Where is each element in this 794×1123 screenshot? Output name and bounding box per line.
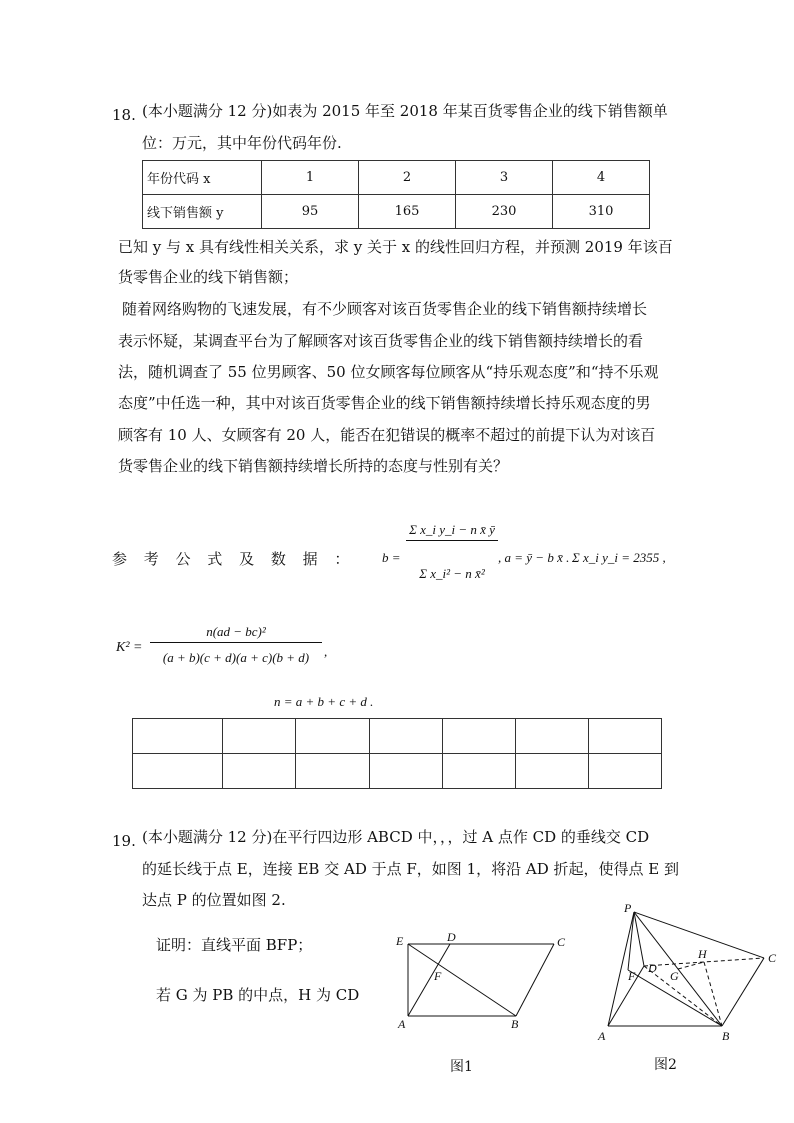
q18-para2-line4: 态度”中任选一种，其中对该百货零售企业的线下销售额持续增长持乐观态度的男	[118, 394, 651, 412]
formula-k2-comma: ,	[324, 644, 328, 659]
q18-data-table	[142, 160, 650, 229]
table-cell: 165	[359, 195, 456, 229]
q18-para1-line1: 已知 y 与 x 具有线性相关关系，求 y 关于 x 的线性回归方程，并预测 2019 年该百	[118, 238, 673, 256]
label-d: D	[447, 930, 456, 944]
table-cell	[133, 754, 223, 789]
q19-line1: (本小题满分 12 分)在平行四边形 ABCD 中，，，过 A 点作 CD 的垂线交 CD	[142, 828, 650, 846]
formula-sum: Σ x_i y_i = 2355 ,	[572, 550, 666, 565]
table-cell: 1	[262, 161, 359, 195]
q18-para1-line2: 货零售企业的线下销售额；	[118, 268, 299, 286]
table-cell: 310	[553, 195, 650, 229]
label-c: C	[768, 951, 777, 965]
label-f: F	[628, 969, 636, 983]
table-cell	[369, 754, 442, 789]
table-cell	[296, 719, 369, 754]
label-a: A	[398, 1017, 406, 1031]
formula-n: n = a + b + c + d .	[274, 694, 374, 709]
q18-block	[112, 100, 136, 130]
table-cell: 2	[359, 161, 456, 195]
table-cell	[223, 719, 296, 754]
q18-line2: 位：万元，其中年份代码年份.	[142, 134, 342, 152]
table-cell	[133, 719, 223, 754]
table-cell	[223, 754, 296, 789]
table-cell	[442, 719, 515, 754]
label-g: G	[670, 969, 679, 983]
edge-eb	[408, 944, 516, 1016]
edge-bc	[516, 944, 554, 1016]
edge-pf	[628, 912, 634, 970]
formula-k2-denominator: (a + b)(c + d)(a + c)(b + d)	[162, 650, 310, 665]
label-b: B	[511, 1017, 519, 1031]
figure-2-caption: 图2	[654, 1057, 677, 1073]
figure-1-caption: 图1	[450, 1059, 473, 1075]
formula-b-numerator: Σ x_i y_i − n x̄ ȳ	[406, 522, 498, 541]
label-d: D	[648, 961, 657, 975]
q19-line3: 达点 P 的位置如图 2.	[142, 891, 286, 909]
table-cell	[296, 754, 369, 789]
q18-para2-line6: 货零售企业的线下销售额持续增长所持的态度与性别有关？	[118, 457, 509, 475]
edge-bc	[722, 958, 764, 1026]
figure-1-diagram	[392, 930, 582, 1040]
q19-sub2: 若 G 为 PB 的中点，H 为 CD	[156, 986, 360, 1004]
edge-ad	[408, 944, 450, 1016]
formula-b-left: b =	[382, 550, 401, 565]
label-h: H	[698, 947, 707, 961]
table-cell	[588, 719, 661, 754]
table-cell	[515, 719, 588, 754]
table-row1-label: 年份代码 x	[143, 161, 262, 195]
q18-para2-line3: 法，随机调查了 55 位男顾客、50 位女顾客每位顾客从“持乐观态度”和“持不乐观	[118, 363, 659, 381]
contingency-table	[132, 718, 662, 789]
edge-pd	[634, 912, 644, 966]
table-cell	[369, 719, 442, 754]
q19-number: 19.	[112, 832, 136, 850]
table-cell	[588, 754, 661, 789]
q18-para2-line1: 随着网络购物的飞速发展，有不少顾客对该百货零售企业的线下销售额持续增长	[122, 300, 648, 318]
label-f: F	[434, 969, 442, 983]
label-p: P	[624, 901, 632, 915]
table-cell: 95	[262, 195, 359, 229]
formula-k2-left: K² =	[116, 640, 143, 655]
table-cell: 4	[553, 161, 650, 195]
table-cell	[442, 754, 515, 789]
q18-line1: (本小题满分 12 分)如表为 2015 年至 2018 年某百货零售企业的线下销售额单	[142, 102, 668, 120]
q19-line2: 的延长线于点 E，连接 EB 交 AD 于点 F，如图 1，将沿 AD 折起，使得点 E 到	[142, 860, 679, 878]
table-cell: 3	[456, 161, 553, 195]
edge-ad	[608, 966, 644, 1026]
q18-para2-line5: 顾客有 10 人、女顾客有 20 人，能否在犯错误的概率不超过的前提下认为对该百	[118, 426, 656, 444]
formula-k2-numerator: n(ad − bc)²	[150, 624, 322, 643]
figure-2-diagram	[592, 898, 788, 1054]
label-c: C	[557, 935, 566, 949]
table-cell: 230	[456, 195, 553, 229]
label-e: E	[396, 934, 404, 948]
table-row2-label: 线下销售额 y	[143, 195, 262, 229]
label-b: B	[722, 1029, 730, 1043]
label-a: A	[598, 1029, 606, 1043]
q19-sub1: 证明：直线平面 BFP；	[156, 936, 313, 954]
q18-para2-line2: 表示怀疑，某调查平台为了解顾客对该百货零售企业的线下销售额持续增长的看	[118, 332, 644, 350]
ref-label: 参 考 公 式 及 数 据 ：	[112, 550, 356, 568]
formula-b-denominator: Σ x_i² − n x̄²	[419, 566, 485, 581]
q18-number: 18.	[112, 106, 136, 124]
table-cell	[515, 754, 588, 789]
formula-a: , a = ȳ − b x̄ .	[498, 550, 570, 565]
